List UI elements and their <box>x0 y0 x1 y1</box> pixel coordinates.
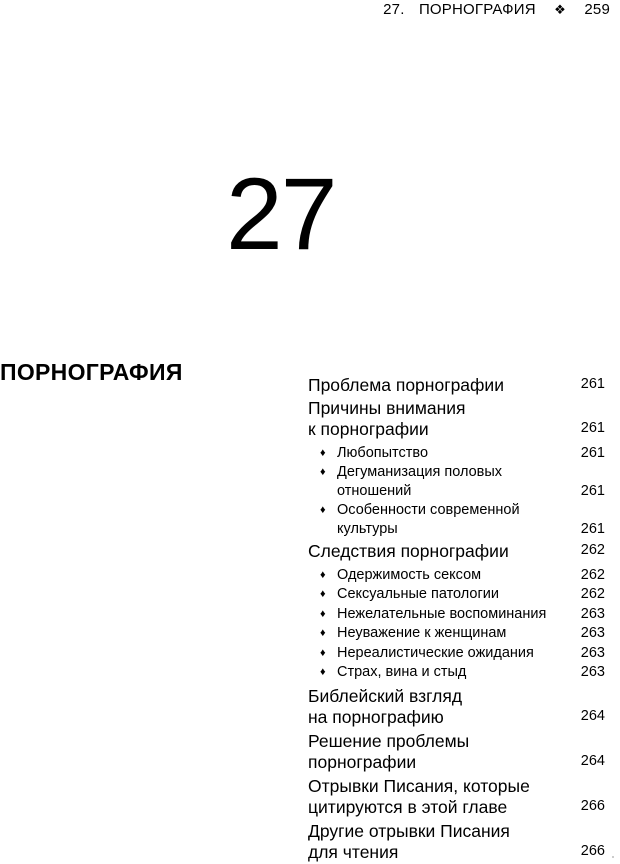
bullet-diamond-icon: ♦ <box>320 607 326 620</box>
toc-entry-line: Особенности современной <box>337 502 520 518</box>
chapter-number: 27 <box>226 157 336 271</box>
toc-subentry <box>308 501 605 538</box>
toc-entry-line: для чтения <box>308 842 399 862</box>
toc-entry-line: Проблема порнографии <box>308 375 504 395</box>
toc-entry <box>308 398 605 441</box>
toc-subentry <box>308 463 605 500</box>
toc-subentry <box>308 444 605 463</box>
toc-entry-line: Другие отрывки Писания <box>308 820 510 841</box>
toc-entry-page: 264 <box>580 708 605 724</box>
bullet-diamond-icon: ♦ <box>320 666 326 678</box>
toc-entry <box>308 541 605 563</box>
toc-entry <box>308 686 605 729</box>
toc-entry-page: 261 <box>580 520 605 537</box>
corner-speck <box>612 856 614 858</box>
toc-entry-line: Неуважение к женщинам <box>337 625 507 641</box>
toc-entry-line: отношений <box>337 482 412 499</box>
toc-entry-line: Нежелательные воспоминания <box>337 605 547 622</box>
toc-entry-page: 263 <box>580 644 605 661</box>
toc-subentry <box>308 663 605 682</box>
toc-entry-line: Любопытство <box>337 444 429 461</box>
table-of-contents <box>308 374 605 864</box>
toc-entry-page: 262 <box>580 566 605 583</box>
header-chapter-number: 27. <box>383 1 405 18</box>
toc-subentry <box>308 585 605 604</box>
toc-entry-line: Следствия порнографии <box>308 541 509 561</box>
toc-subentry <box>308 566 605 585</box>
toc-entry-line: к порнографии <box>308 419 429 439</box>
toc-entry-page: 263 <box>580 664 605 680</box>
toc-entry-line: Сексуальные патологии <box>337 586 499 602</box>
bullet-diamond-icon: ♦ <box>320 646 326 659</box>
bullet-diamond-icon: ♦ <box>320 446 326 459</box>
toc-entry-page: 264 <box>580 753 605 769</box>
toc-entry-line: порнографии <box>308 752 417 772</box>
toc-entry-page: 261 <box>580 482 605 499</box>
toc-entry-line: Отрывки Писания, которые <box>308 775 530 796</box>
running-header <box>383 1 610 18</box>
toc-entry-line: на порнографию <box>308 707 444 727</box>
toc-entry-line: Дегуманизация половых <box>337 464 503 480</box>
bullet-diamond-icon: ♦ <box>320 568 326 581</box>
toc-entry-page: 266 <box>580 798 605 814</box>
toc-entry-page: 263 <box>580 605 605 622</box>
toc-entry <box>308 731 605 774</box>
header-title: ПОРНОГРАФИЯ <box>418 1 536 18</box>
toc-entry-line: Нереалистические ожидания <box>337 644 534 661</box>
toc-entry-page: 262 <box>580 542 605 558</box>
toc-entry-page: 263 <box>580 625 605 641</box>
chapter-title: ПОРНОГРАФИЯ <box>0 359 183 385</box>
toc-entry-line: Решение проблемы <box>308 730 470 751</box>
toc-entry-page: 262 <box>580 586 605 602</box>
toc-entry <box>308 776 605 819</box>
bullet-diamond-icon: ♦ <box>320 504 326 516</box>
toc-entry-line: цитируются в этой главе <box>308 797 508 817</box>
toc-entry-line: культуры <box>337 520 398 537</box>
bullet-diamond-icon: ♦ <box>320 627 326 639</box>
toc-entry-line: Страх, вина и стыд <box>337 664 467 680</box>
bullet-diamond-icon: ♦ <box>320 466 326 478</box>
diamond-ornament-icon: ❖ <box>554 2 566 17</box>
toc-entry-page: 266 <box>580 843 605 859</box>
toc-subentry <box>308 624 605 643</box>
toc-entry-page: 261 <box>580 376 605 392</box>
toc-entry <box>308 375 605 397</box>
toc-entry-line: Одержимость сексом <box>337 566 482 583</box>
bullet-diamond-icon: ♦ <box>320 588 326 600</box>
toc-subentry <box>308 605 605 624</box>
header-page-number: 259 <box>584 1 610 18</box>
toc-entry-line: Причины внимания <box>308 397 466 418</box>
toc-entry-line: Библейский взгляд <box>308 685 463 706</box>
toc-entry-page: 261 <box>580 444 605 461</box>
toc-entry <box>308 821 605 864</box>
toc-entry-page: 261 <box>580 420 605 436</box>
toc-subentry <box>308 644 605 663</box>
